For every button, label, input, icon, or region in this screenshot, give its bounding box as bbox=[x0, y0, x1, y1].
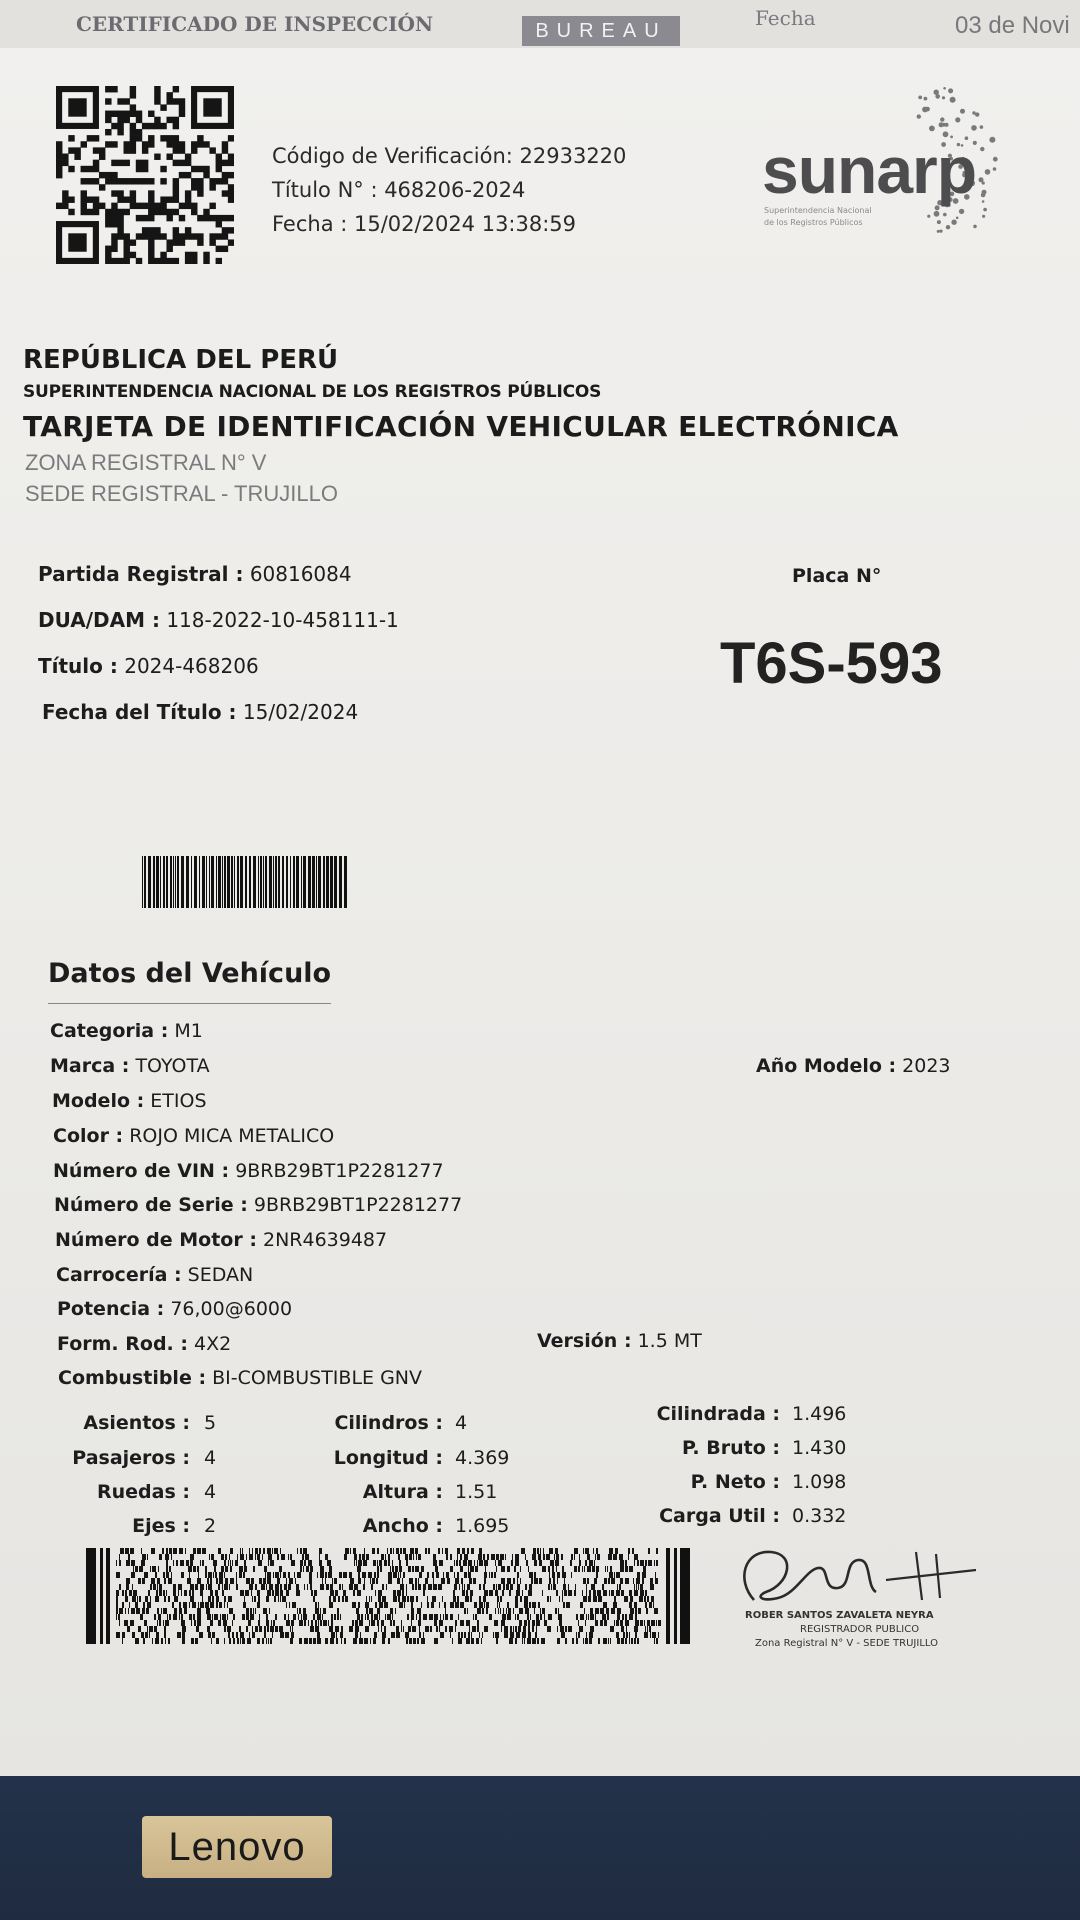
titulo-label: Título : bbox=[38, 654, 118, 678]
potencia-value: 76,00@6000 bbox=[170, 1298, 293, 1320]
qr-code-icon bbox=[56, 86, 234, 264]
p-neto-row bbox=[600, 1471, 780, 1493]
anio-modelo-row bbox=[756, 1055, 951, 1077]
fecha-titulo-row bbox=[42, 700, 358, 724]
modelo-value: ETIOS bbox=[150, 1090, 207, 1112]
tarjeta-heading: TARJETA DE IDENTIFICACIÓN VEHICULAR ELECTRÓNICA bbox=[23, 410, 899, 443]
cilindros-value: 4 bbox=[455, 1412, 468, 1434]
barcode-icon bbox=[142, 856, 352, 908]
p-bruto-row bbox=[600, 1437, 780, 1459]
placa-label: Placa N° bbox=[792, 565, 882, 587]
categoria-row bbox=[50, 1020, 203, 1042]
pasajeros-value: 4 bbox=[204, 1447, 217, 1469]
color-value: ROJO MICA METALICO bbox=[129, 1125, 335, 1147]
ejes-label: Ejes : bbox=[132, 1515, 190, 1537]
altura-value: 1.51 bbox=[455, 1481, 498, 1503]
partida-registral-row bbox=[38, 562, 352, 586]
serie-label: Número de Serie : bbox=[54, 1194, 248, 1216]
potencia-row bbox=[57, 1298, 292, 1320]
form-rod-value: 4X2 bbox=[194, 1333, 232, 1355]
color-row bbox=[53, 1125, 334, 1147]
categoria-value: M1 bbox=[174, 1020, 203, 1042]
form-rod-label: Form. Rod. : bbox=[57, 1333, 188, 1355]
logo-subtitle-2: de los Registros Públicos bbox=[764, 218, 863, 227]
carga-util-value: 0.332 bbox=[792, 1505, 847, 1527]
ancho-value: 1.695 bbox=[455, 1515, 510, 1537]
combustible-row bbox=[58, 1367, 422, 1389]
dua-value: 118-2022-10-458111-1 bbox=[166, 608, 399, 632]
placa-value: T6S-593 bbox=[720, 631, 943, 696]
serie-row bbox=[54, 1194, 462, 1216]
marca-value: TOYOTA bbox=[135, 1055, 210, 1077]
altura-row bbox=[290, 1481, 443, 1503]
lenovo-logo: Lenovo bbox=[142, 1816, 332, 1878]
fecha-titulo-value: 15/02/2024 bbox=[242, 700, 359, 724]
marca-label: Marca : bbox=[50, 1055, 130, 1077]
zona-registral: ZONA REGISTRAL N° V bbox=[25, 450, 267, 475]
longitud-value: 4.369 bbox=[455, 1447, 510, 1469]
version-row bbox=[537, 1330, 702, 1352]
longitud-label: Longitud : bbox=[333, 1447, 443, 1469]
vin-label: Número de VIN : bbox=[53, 1160, 230, 1182]
republica-heading: REPÚBLICA DEL PERÚ bbox=[23, 345, 339, 375]
ancho-row bbox=[290, 1515, 443, 1537]
verification-fecha: Fecha : 15/02/2024 13:38:59 bbox=[272, 212, 577, 236]
carroceria-row bbox=[56, 1264, 253, 1286]
serie-value: 9BRB29BT1P2281277 bbox=[253, 1194, 463, 1216]
ruedas-value: 4 bbox=[204, 1481, 217, 1503]
strip-fecha-label: Fecha bbox=[755, 6, 816, 30]
altura-label: Altura : bbox=[362, 1481, 443, 1503]
titulo-value: 2024-468206 bbox=[124, 654, 259, 678]
form-rod-row bbox=[57, 1333, 231, 1355]
vin-row bbox=[53, 1160, 444, 1182]
ancho-label: Ancho : bbox=[362, 1515, 443, 1537]
asientos-row bbox=[60, 1412, 190, 1434]
pasajeros-label: Pasajeros : bbox=[72, 1447, 190, 1469]
categoria-label: Categoria : bbox=[50, 1020, 169, 1042]
fecha-titulo-label: Fecha del Título : bbox=[42, 700, 237, 724]
p-neto-label: P. Neto : bbox=[690, 1471, 780, 1493]
datos-vehiculo-title: Datos del Vehículo bbox=[48, 958, 332, 989]
logo-subtitle-1: Superintendencia Nacional bbox=[764, 206, 872, 215]
carga-util-label: Carga Util : bbox=[659, 1505, 780, 1527]
titulo-row bbox=[38, 654, 259, 678]
potencia-label: Potencia : bbox=[57, 1298, 165, 1320]
cilindrada-value: 1.496 bbox=[792, 1403, 847, 1425]
sede-registral: SEDE REGISTRAL - TRUJILLO bbox=[25, 481, 338, 506]
bureau-label: BUREAU bbox=[522, 16, 680, 46]
inspection-certificate-strip bbox=[0, 0, 1080, 48]
motor-value: 2NR4639487 bbox=[262, 1229, 388, 1251]
carroceria-label: Carrocería : bbox=[56, 1264, 182, 1286]
combustible-label: Combustible : bbox=[58, 1367, 207, 1389]
ejes-row bbox=[60, 1515, 190, 1537]
cilindrada-row bbox=[600, 1403, 780, 1425]
superintendencia-heading: SUPERINTENDENCIA NACIONAL DE LOS REGISTROS PÚBLICOS bbox=[23, 382, 602, 402]
carga-util-row bbox=[600, 1505, 780, 1527]
pasajeros-row bbox=[60, 1447, 190, 1469]
cilindros-label: Cilindros : bbox=[334, 1412, 443, 1434]
version-label: Versión : bbox=[537, 1330, 632, 1352]
verification-code: Código de Verificación: 22933220 bbox=[272, 144, 627, 168]
strip-date: 03 de Novi bbox=[955, 12, 1070, 39]
verification-titulo: Título N° : 468206-2024 bbox=[272, 178, 526, 202]
pdf417-barcode-icon bbox=[86, 1548, 690, 1644]
registrador-role: REGISTRADOR PUBLICO bbox=[800, 1624, 920, 1635]
modelo-row bbox=[52, 1090, 207, 1112]
partida-label: Partida Registral : bbox=[38, 562, 244, 586]
asientos-label: Asientos : bbox=[83, 1412, 190, 1434]
motor-row bbox=[55, 1229, 387, 1251]
strip-title: CERTIFICADO DE INSPECCIÓN bbox=[76, 12, 434, 36]
modelo-label: Modelo : bbox=[52, 1090, 145, 1112]
combustible-value: BI-COMBUSTIBLE GNV bbox=[212, 1367, 423, 1389]
anio-modelo-value: 2023 bbox=[902, 1055, 951, 1077]
dua-label: DUA/DAM : bbox=[38, 608, 160, 632]
ejes-value: 2 bbox=[204, 1515, 217, 1537]
cilindrada-label: Cilindrada : bbox=[656, 1403, 780, 1425]
sunarp-logo: sunarp bbox=[762, 133, 977, 207]
handwritten-signature-icon bbox=[726, 1540, 986, 1620]
vin-value: 9BRB29BT1P2281277 bbox=[235, 1160, 444, 1182]
ruedas-label: Ruedas : bbox=[97, 1481, 190, 1503]
registrador-name: ROBER SANTOS ZAVALETA NEYRA bbox=[745, 1610, 934, 1621]
asientos-value: 5 bbox=[204, 1412, 217, 1434]
partida-value: 60816084 bbox=[249, 562, 352, 586]
anio-modelo-label: Año Modelo : bbox=[756, 1055, 897, 1077]
cilindros-row bbox=[290, 1412, 443, 1434]
version-value: 1.5 MT bbox=[637, 1330, 702, 1352]
ruedas-row bbox=[60, 1481, 190, 1503]
motor-label: Número de Motor : bbox=[55, 1229, 257, 1251]
registrador-zone: Zona Registral N° V - SEDE TRUJILLO bbox=[755, 1638, 938, 1649]
marca-row bbox=[50, 1055, 210, 1077]
color-label: Color : bbox=[53, 1125, 124, 1147]
longitud-row bbox=[290, 1447, 443, 1469]
p-bruto-value: 1.430 bbox=[792, 1437, 847, 1459]
p-neto-value: 1.098 bbox=[792, 1471, 847, 1493]
p-bruto-label: P. Bruto : bbox=[682, 1437, 780, 1459]
carroceria-value: SEDAN bbox=[187, 1264, 254, 1286]
datos-divider bbox=[48, 1003, 331, 1004]
dua-dam-row bbox=[38, 608, 399, 632]
